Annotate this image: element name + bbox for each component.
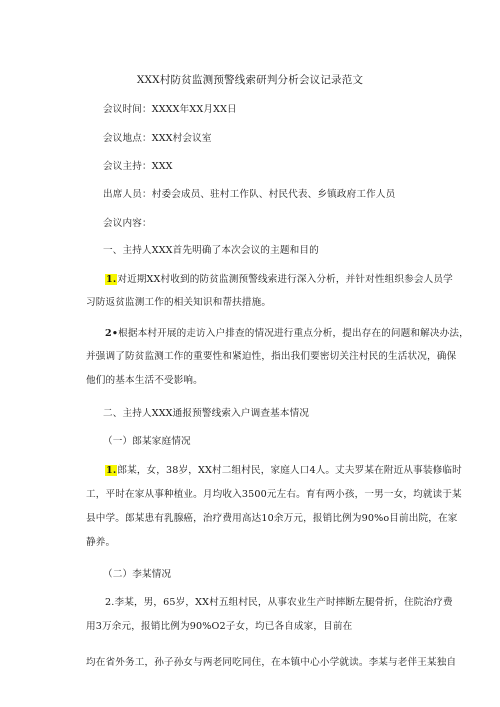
case-2-line-3: 均在省外务工，孙子孙女与两老同吃同住，在本镇中心小学就读。李某与老伴王某独自 — [86, 657, 457, 668]
item-2-number: 2• — [105, 328, 119, 339]
case-1-number: 1. — [106, 465, 117, 476]
subsection-1-heading: （一）郎某家庭情况 — [103, 436, 191, 447]
item-2-text: 根据本村开展的走访入户排查的情况进行重点分析，提出存在的问题和解决办法， — [118, 328, 469, 339]
case-1-text: 郎某，女，38岁，XX村二组村民，家庭人口4人。丈夫罗某在附近从事装修临时 — [117, 465, 462, 476]
section-2-heading: 二、主持人XXX通报预警线索入户调查基本情况 — [103, 408, 310, 419]
document-title: XXX村防贫监测预警线索研判分析会议记录范文 — [136, 74, 364, 86]
meeting-host: 会议主持：XXX — [103, 161, 173, 172]
case-1-line-4: 静养。 — [86, 537, 116, 548]
meeting-time: 会议时间：XXXX年XX月XX日 — [103, 104, 237, 115]
item-2-line-3: 他们的基本生活不受影响。 — [86, 375, 203, 386]
case-1-line-3: 县中学。郎某患有乳腺癌，治疗费用高达10余万元，报销比例为90%o目前出院，在家 — [86, 513, 458, 524]
item-2-line-2: 并强调了防贫监测工作的重要性和紧迫性，指出我们要密切关注村民的生活状况，确保 — [86, 351, 457, 362]
case-2-line-2: 用3万余元，报销比例为90%O2子女，均已各自成家，目前在 — [86, 621, 353, 632]
content-label: 会议内容： — [103, 218, 152, 229]
item-1-number: 1. — [106, 274, 117, 285]
section-1-heading: 一、主持人XXX首先明确了本次会议的主题和目的 — [103, 245, 319, 256]
item-1-line-2: 习防返贫监测工作的相关知识和帮扶措施。 — [86, 297, 272, 308]
meeting-place: 会议地点：XXX村会议室 — [103, 133, 212, 144]
subsection-2-heading: （二）李某情况 — [103, 569, 172, 580]
item-1-line — [105, 271, 453, 285]
meeting-attendees: 出席人员：村委会成员、驻村工作队、村民代表、乡镇政府工作人员 — [103, 189, 396, 200]
case-2-line-1: 2.李某，男，65岁，XX村五组村民，从事农业生产时摔断左腿骨折，住院治疗费 — [105, 597, 453, 608]
case-1-line — [105, 462, 462, 476]
item-2-line — [105, 325, 469, 339]
case-1-line-2: 工，平时在家从事种植业。月均收入3500元左右。育有两小孩，一男一女，均就读于某 — [86, 489, 462, 500]
item-1-text: 对近期XX村收到的防贫监测预警线索进行深入分析，并针对性组织参会人员学 — [117, 274, 453, 285]
